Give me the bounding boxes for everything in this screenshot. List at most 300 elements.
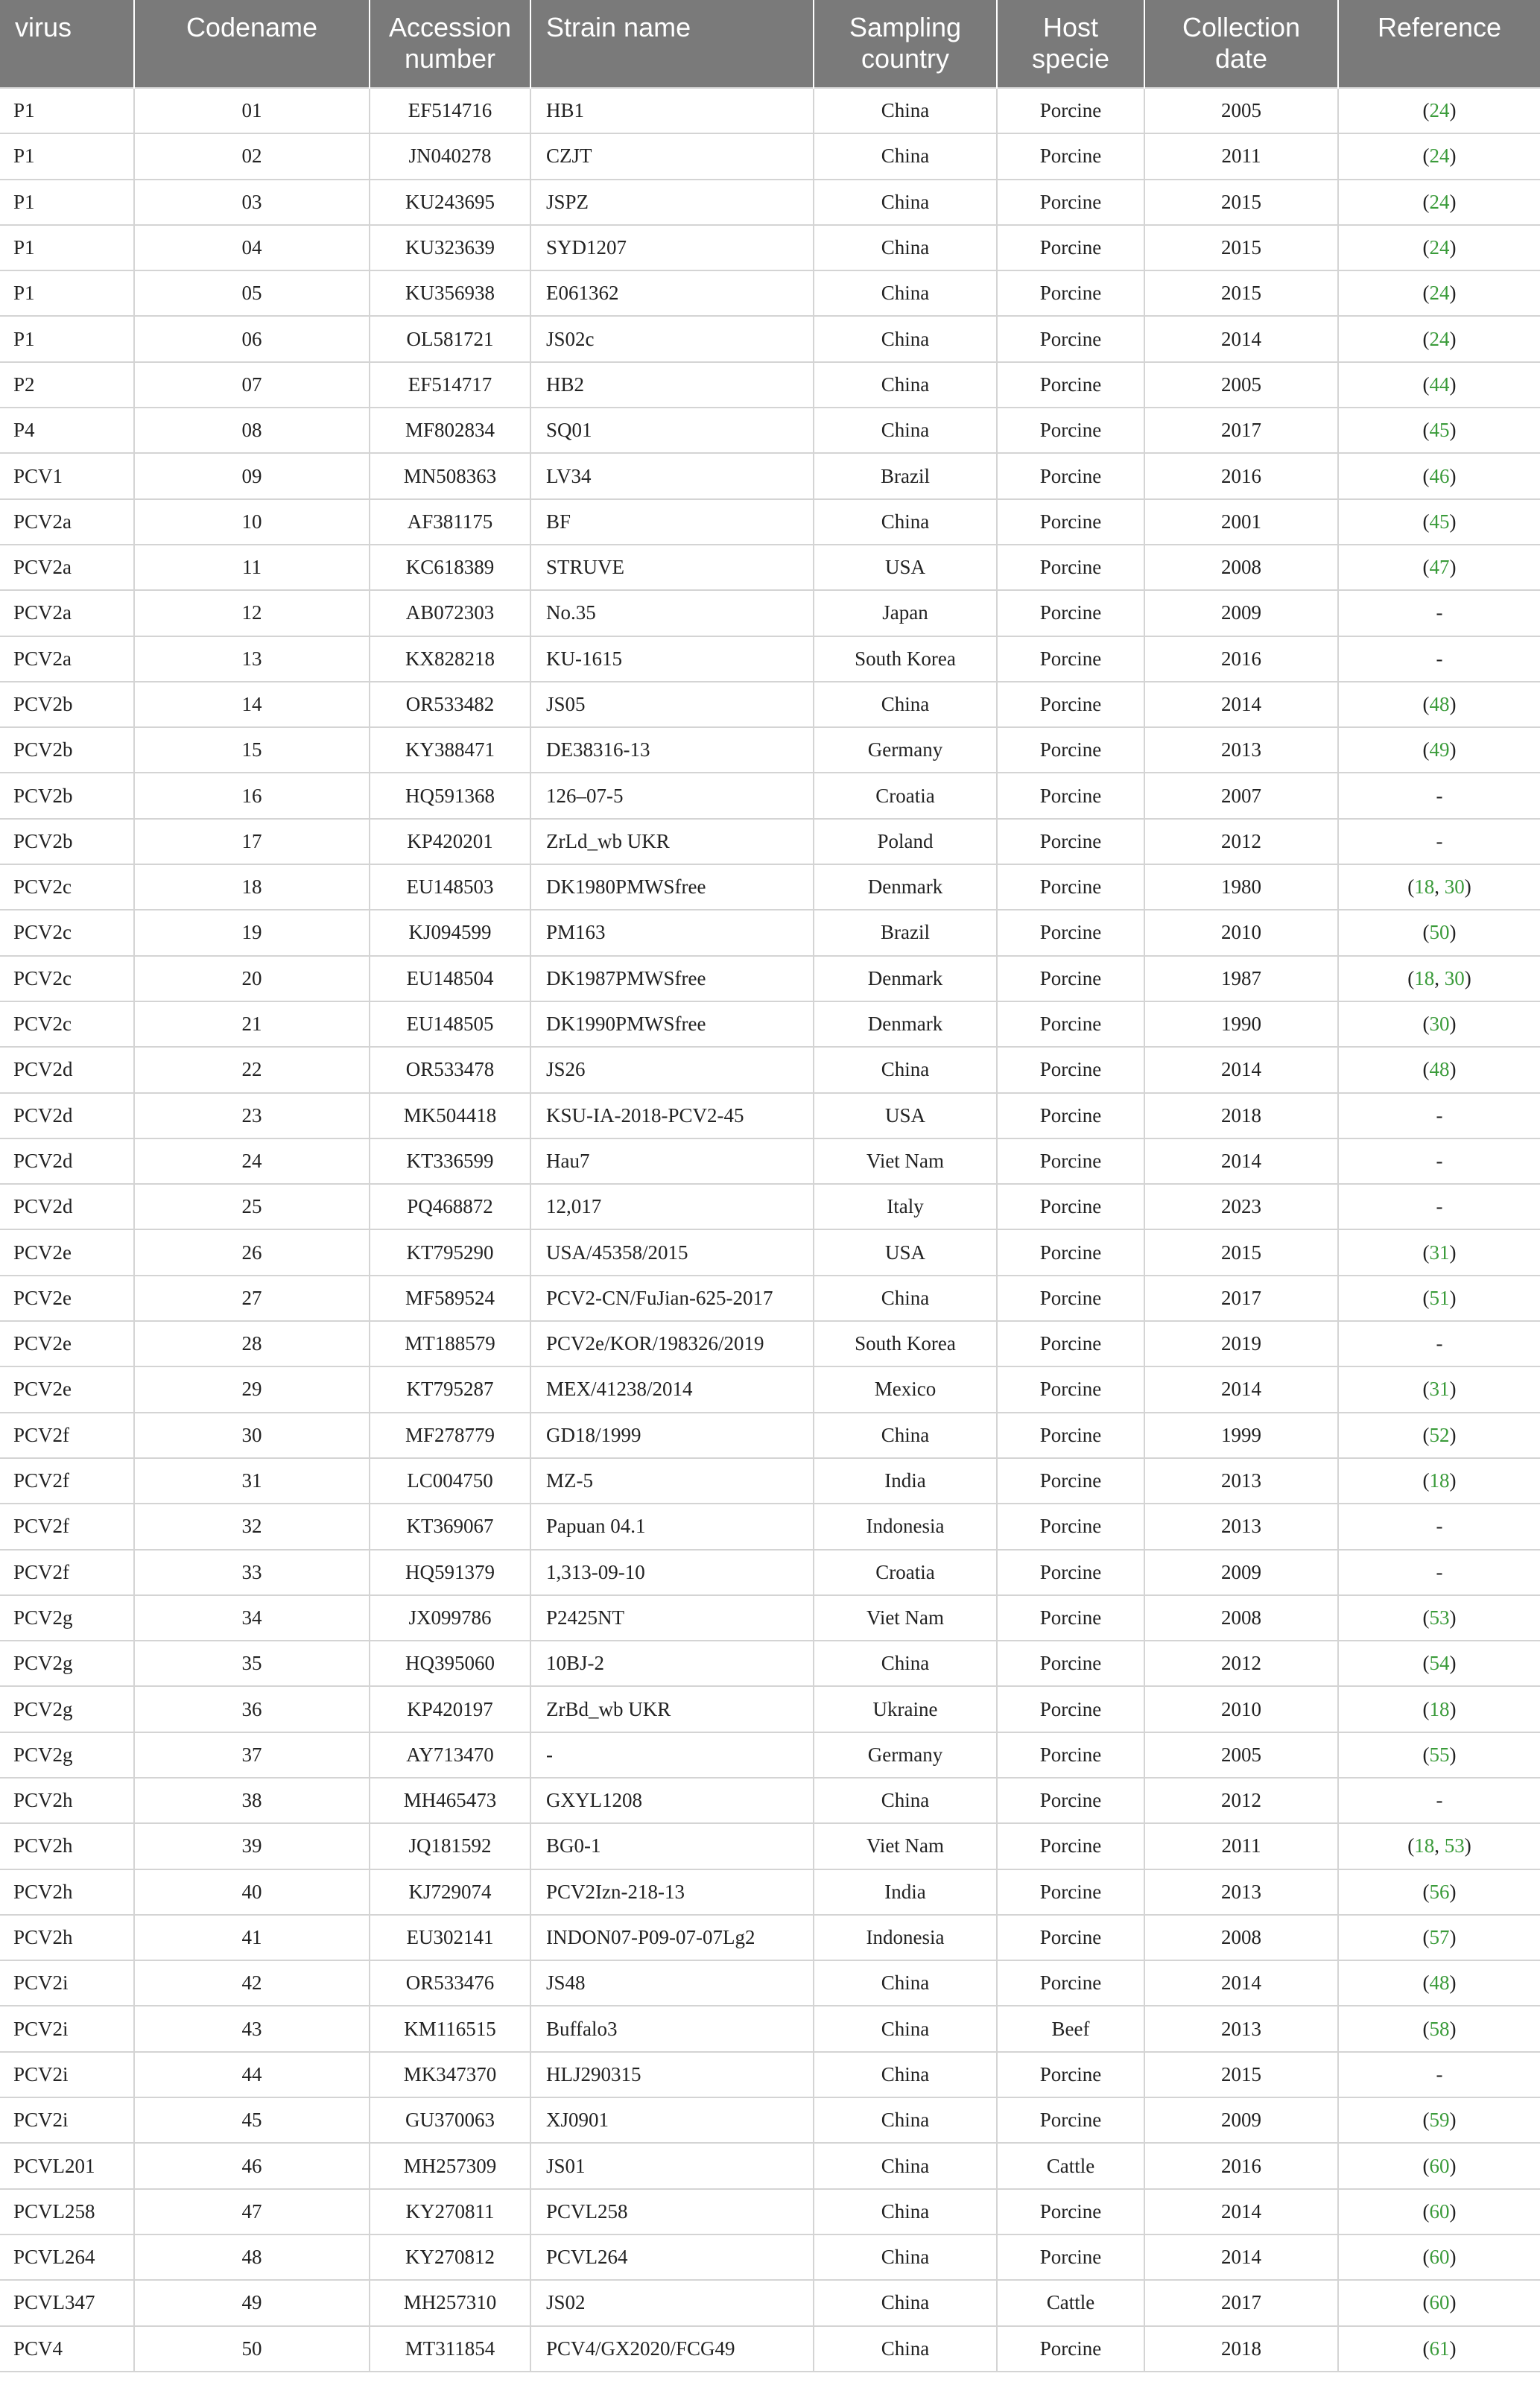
cell-country: Croatia	[814, 773, 997, 818]
cell-date: 2010	[1144, 1686, 1338, 1732]
cell-accession: HQ591379	[370, 1550, 530, 1595]
cell-codename: 03	[134, 180, 370, 225]
reference-link[interactable]: 50	[1429, 921, 1450, 944]
cell-reference: (52)	[1338, 1413, 1540, 1458]
cell-date: 2012	[1144, 1641, 1338, 1686]
reference-link[interactable]: 53	[1444, 1834, 1465, 1857]
cell-strain-name: SQ01	[530, 408, 814, 453]
cell-host: Porcine	[997, 956, 1144, 1001]
cell-host: Porcine	[997, 362, 1144, 408]
cell-host: Beef	[997, 2006, 1144, 2051]
cell-strain-name: GD18/1999	[530, 1413, 814, 1458]
cell-virus: PCV2f	[0, 1504, 134, 1549]
cell-codename: 28	[134, 1321, 370, 1366]
cell-accession: KU356938	[370, 270, 530, 316]
cell-virus: PCV1	[0, 453, 134, 498]
cell-codename: 26	[134, 1229, 370, 1275]
cell-accession: KU243695	[370, 180, 530, 225]
cell-strain-name: XJ0901	[530, 2097, 814, 2143]
reference-link[interactable]: 24	[1429, 190, 1450, 213]
cell-host: Porcine	[997, 1778, 1144, 1823]
cell-codename: 04	[134, 225, 370, 270]
table-row	[0, 773, 1540, 818]
cell-strain-name: -	[530, 1732, 814, 1778]
cell-host: Porcine	[997, 408, 1144, 453]
table-row	[0, 133, 1540, 179]
cell-date: 1999	[1144, 1413, 1338, 1458]
table-row	[0, 2280, 1540, 2325]
cell-host: Porcine	[997, 88, 1144, 133]
cell-codename: 27	[134, 1276, 370, 1321]
cell-country: China	[814, 1641, 997, 1686]
table-row	[0, 2097, 1540, 2143]
cell-codename: 40	[134, 1869, 370, 1915]
cell-codename: 08	[134, 408, 370, 453]
cell-country: Brazil	[814, 910, 997, 955]
cell-country: Italy	[814, 1184, 997, 1229]
header-sampling-country: Sampling country	[814, 0, 997, 88]
cell-date: 2008	[1144, 1915, 1338, 1960]
cell-reference: (30)	[1338, 1001, 1540, 1047]
cell-accession: JX099786	[370, 1595, 530, 1641]
cell-reference: (57)	[1338, 1915, 1540, 1960]
cell-reference: (18)	[1338, 1458, 1540, 1504]
cell-host: Porcine	[997, 2097, 1144, 2143]
reference-link[interactable]: 18	[1414, 966, 1435, 989]
cell-accession: MF278779	[370, 1413, 530, 1458]
cell-date: 1987	[1144, 956, 1338, 1001]
cell-virus: PCV2b	[0, 727, 134, 773]
cell-virus: PCVL347	[0, 2280, 134, 2325]
cell-accession: MH465473	[370, 1778, 530, 1823]
reference-link[interactable]: 47	[1429, 556, 1450, 579]
reference-link[interactable]: 24	[1429, 236, 1450, 259]
cell-strain-name: ZrLd_wb UKR	[530, 819, 814, 864]
cell-codename: 38	[134, 1778, 370, 1823]
cell-country: China	[814, 2143, 997, 2188]
cell-reference: (24)	[1338, 316, 1540, 361]
cell-accession: EU148503	[370, 864, 530, 910]
cell-date: 2019	[1144, 1321, 1338, 1366]
reference-link[interactable]: 54	[1429, 1652, 1450, 1675]
cell-virus: PCV2g	[0, 1641, 134, 1686]
reference-link[interactable]: 48	[1429, 1058, 1450, 1081]
cell-date: 2014	[1144, 1138, 1338, 1184]
cell-country: China	[814, 270, 997, 316]
header-virus: virus	[0, 0, 134, 88]
reference-link[interactable]: 60	[1429, 2291, 1450, 2314]
cell-country: China	[814, 180, 997, 225]
cell-codename: 01	[134, 88, 370, 133]
header-codename: Codename	[134, 0, 370, 88]
cell-virus: P1	[0, 270, 134, 316]
reference-link[interactable]: 60	[1429, 2154, 1450, 2177]
cell-country: USA	[814, 1093, 997, 1138]
cell-reference: (55)	[1338, 1732, 1540, 1778]
cell-country: China	[814, 2326, 997, 2372]
cell-reference: (56)	[1338, 1869, 1540, 1915]
cell-reference: -	[1338, 1778, 1540, 1823]
cell-accession: OR533482	[370, 682, 530, 727]
header-strain-name: Strain name	[530, 0, 814, 88]
cell-reference: (60)	[1338, 2189, 1540, 2234]
cell-host: Porcine	[997, 1001, 1144, 1047]
cell-reference: (24)	[1338, 88, 1540, 133]
cell-host: Porcine	[997, 2189, 1144, 2234]
cell-country: China	[814, 1413, 997, 1458]
cell-codename: 21	[134, 1001, 370, 1047]
cell-virus: PCV2d	[0, 1093, 134, 1138]
cell-codename: 48	[134, 2234, 370, 2280]
table-row	[0, 2006, 1540, 2051]
cell-date: 2009	[1144, 590, 1338, 636]
cell-accession: KU323639	[370, 225, 530, 270]
cell-date: 2008	[1144, 1595, 1338, 1641]
reference-link[interactable]: 30	[1429, 1013, 1450, 1036]
cell-date: 2017	[1144, 2280, 1338, 2325]
cell-strain-name: 12,017	[530, 1184, 814, 1229]
cell-virus: PCV2g	[0, 1595, 134, 1641]
cell-reference: (18)	[1338, 1686, 1540, 1732]
cell-host: Porcine	[997, 1823, 1144, 1869]
header-host-specie: Host specie	[997, 0, 1144, 88]
table-row	[0, 1001, 1540, 1047]
cell-strain-name: Papuan 04.1	[530, 1504, 814, 1549]
cell-country: Germany	[814, 1732, 997, 1778]
cell-country: India	[814, 1458, 997, 1504]
cell-strain-name: PCV2Izn-218-13	[530, 1869, 814, 1915]
cell-host: Porcine	[997, 1595, 1144, 1641]
table-row	[0, 1458, 1540, 1504]
reference-link[interactable]: 18	[1429, 1697, 1450, 1720]
cell-host: Porcine	[997, 453, 1144, 498]
cell-country: China	[814, 133, 997, 179]
cell-strain-name: E061362	[530, 270, 814, 316]
cell-codename: 50	[134, 2326, 370, 2372]
reference-link[interactable]: 30	[1444, 966, 1465, 989]
table-row	[0, 2052, 1540, 2097]
reference-link[interactable]: 18	[1414, 875, 1435, 899]
table-row	[0, 225, 1540, 270]
table-row	[0, 2326, 1540, 2372]
cell-host: Porcine	[997, 316, 1144, 361]
cell-reference: (50)	[1338, 910, 1540, 955]
reference-link[interactable]: 48	[1429, 693, 1450, 715]
cell-accession: GU370063	[370, 2097, 530, 2143]
cell-date: 2013	[1144, 1458, 1338, 1504]
table-row	[0, 910, 1540, 955]
cell-host: Porcine	[997, 545, 1144, 590]
cell-country: Viet Nam	[814, 1138, 997, 1184]
reference-link[interactable]: 56	[1429, 1880, 1450, 1903]
cell-date: 2005	[1144, 1732, 1338, 1778]
cell-reference: (60)	[1338, 2143, 1540, 2188]
table-row	[0, 727, 1540, 773]
cell-virus: P1	[0, 316, 134, 361]
cell-codename: 02	[134, 133, 370, 179]
reference-link[interactable]: 24	[1429, 99, 1450, 122]
cell-codename: 12	[134, 590, 370, 636]
cell-host: Porcine	[997, 1413, 1144, 1458]
cell-reference: (45)	[1338, 408, 1540, 453]
table-row	[0, 1869, 1540, 1915]
cell-country: Ukraine	[814, 1686, 997, 1732]
cell-host: Porcine	[997, 864, 1144, 910]
cell-strain-name: JS02	[530, 2280, 814, 2325]
cell-accession: KJ729074	[370, 1869, 530, 1915]
table-row	[0, 590, 1540, 636]
cell-date: 2012	[1144, 819, 1338, 864]
cell-accession: KT336599	[370, 1138, 530, 1184]
cell-virus: PCV2i	[0, 2097, 134, 2143]
reference-link[interactable]: 48	[1429, 1971, 1450, 1995]
cell-accession: KM116515	[370, 2006, 530, 2051]
reference-link[interactable]: 18	[1429, 1469, 1450, 1492]
cell-reference: (59)	[1338, 2097, 1540, 2143]
cell-date: 2014	[1144, 682, 1338, 727]
cell-date: 2023	[1144, 1184, 1338, 1229]
cell-country: Japan	[814, 590, 997, 636]
cell-codename: 10	[134, 499, 370, 545]
cell-strain-name: BF	[530, 499, 814, 545]
cell-codename: 09	[134, 453, 370, 498]
reference-link[interactable]: 55	[1429, 1743, 1450, 1766]
cell-date: 2014	[1144, 2189, 1338, 2234]
cell-country: China	[814, 88, 997, 133]
cell-virus: PCVL258	[0, 2189, 134, 2234]
table-row	[0, 819, 1540, 864]
reference-link[interactable]: 24	[1429, 145, 1450, 168]
cell-host: Porcine	[997, 1686, 1144, 1732]
cell-date: 2015	[1144, 1229, 1338, 1275]
reference-link[interactable]: 24	[1429, 327, 1450, 350]
cell-country: India	[814, 1869, 997, 1915]
cell-virus: PCV2g	[0, 1686, 134, 1732]
reference-link[interactable]: 57	[1429, 1926, 1450, 1949]
cell-codename: 05	[134, 270, 370, 316]
cell-host: Porcine	[997, 773, 1144, 818]
reference-link[interactable]: 18	[1414, 1834, 1435, 1857]
reference-link[interactable]: 44	[1429, 373, 1450, 396]
reference-link[interactable]: 60	[1429, 2199, 1450, 2223]
cell-reference: (24)	[1338, 270, 1540, 316]
cell-strain-name: LV34	[530, 453, 814, 498]
cell-codename: 43	[134, 2006, 370, 2051]
cell-host: Porcine	[997, 1732, 1144, 1778]
reference-link[interactable]: 31	[1429, 1241, 1450, 1264]
cell-date: 2016	[1144, 636, 1338, 682]
table-row	[0, 1960, 1540, 2006]
cell-reference: (60)	[1338, 2234, 1540, 2280]
cell-accession: MT188579	[370, 1321, 530, 1366]
cell-virus: PCV2c	[0, 1001, 134, 1047]
cell-virus: P1	[0, 225, 134, 270]
cell-reference: -	[1338, 2052, 1540, 2097]
cell-host: Porcine	[997, 2052, 1144, 2097]
cell-reference: (49)	[1338, 727, 1540, 773]
cell-host: Porcine	[997, 910, 1144, 955]
table-row	[0, 1778, 1540, 1823]
reference-link[interactable]: 52	[1429, 1423, 1450, 1446]
cell-reference: -	[1338, 1138, 1540, 1184]
reference-link[interactable]: 60	[1429, 2246, 1450, 2269]
table-row	[0, 1595, 1540, 1641]
cell-virus: PCV2h	[0, 1823, 134, 1869]
cell-date: 2011	[1144, 133, 1338, 179]
cell-country: China	[814, 1960, 997, 2006]
reference-link[interactable]: 46	[1429, 464, 1450, 487]
cell-host: Porcine	[997, 1093, 1144, 1138]
cell-date: 2015	[1144, 270, 1338, 316]
cell-reference: -	[1338, 819, 1540, 864]
cell-strain-name: Buffalo3	[530, 2006, 814, 2051]
table-row	[0, 1915, 1540, 1960]
cell-codename: 24	[134, 1138, 370, 1184]
cell-accession: MH257310	[370, 2280, 530, 2325]
cell-date: 2017	[1144, 408, 1338, 453]
cell-date: 2015	[1144, 225, 1338, 270]
header-reference: Reference	[1338, 0, 1540, 88]
cell-host: Porcine	[997, 590, 1144, 636]
cell-accession: KY270811	[370, 2189, 530, 2234]
cell-virus: P1	[0, 88, 134, 133]
cell-strain-name: SYD1207	[530, 225, 814, 270]
cell-host: Porcine	[997, 225, 1144, 270]
cell-country: China	[814, 2280, 997, 2325]
cell-reference: (53)	[1338, 1595, 1540, 1641]
reference-link[interactable]: 31	[1429, 1378, 1450, 1401]
reference-link[interactable]: 30	[1444, 875, 1465, 899]
cell-host: Porcine	[997, 636, 1144, 682]
cell-country: China	[814, 316, 997, 361]
table-row	[0, 1138, 1540, 1184]
table-row	[0, 1732, 1540, 1778]
table-row	[0, 1276, 1540, 1321]
cell-codename: 39	[134, 1823, 370, 1869]
cell-country: China	[814, 1047, 997, 1092]
cell-accession: MT311854	[370, 2326, 530, 2372]
cell-strain-name: MZ-5	[530, 1458, 814, 1504]
cell-codename: 44	[134, 2052, 370, 2097]
cell-reference: (48)	[1338, 1960, 1540, 2006]
cell-virus: PCV2h	[0, 1778, 134, 1823]
cell-reference: (61)	[1338, 2326, 1540, 2372]
cell-codename: 18	[134, 864, 370, 910]
cell-virus: PCV2f	[0, 1458, 134, 1504]
cell-country: China	[814, 362, 997, 408]
cell-virus: PCV2a	[0, 499, 134, 545]
cell-date: 2007	[1144, 773, 1338, 818]
reference-link[interactable]: 61	[1429, 2337, 1450, 2360]
cell-accession: MF589524	[370, 1276, 530, 1321]
cell-country: China	[814, 682, 997, 727]
cell-virus: PCV2f	[0, 1550, 134, 1595]
cell-strain-name: 1,313-09-10	[530, 1550, 814, 1595]
cell-strain-name: STRUVE	[530, 545, 814, 590]
cell-accession: KC618389	[370, 545, 530, 590]
cell-host: Porcine	[997, 1915, 1144, 1960]
cell-country: China	[814, 2052, 997, 2097]
cell-country: USA	[814, 1229, 997, 1275]
reference-link[interactable]: 51	[1429, 1286, 1450, 1309]
cell-virus: PCV2a	[0, 590, 134, 636]
reference-link[interactable]: 53	[1429, 1606, 1450, 1629]
cell-host: Porcine	[997, 1229, 1144, 1275]
cell-codename: 33	[134, 1550, 370, 1595]
cell-strain-name: PCV2-CN/FuJian-625-2017	[530, 1276, 814, 1321]
cell-strain-name: PM163	[530, 910, 814, 955]
cell-strain-name: KSU-IA-2018-PCV2-45	[530, 1093, 814, 1138]
cell-host: Porcine	[997, 1047, 1144, 1092]
cell-accession: MH257309	[370, 2143, 530, 2188]
cell-accession: MK504418	[370, 1093, 530, 1138]
table-row	[0, 956, 1540, 1001]
cell-country: South Korea	[814, 1321, 997, 1366]
cell-virus: P4	[0, 408, 134, 453]
table-row	[0, 180, 1540, 225]
cell-reference: -	[1338, 1550, 1540, 1595]
reference-link[interactable]: 45	[1429, 510, 1450, 533]
cell-virus: PCV2e	[0, 1366, 134, 1412]
cell-host: Porcine	[997, 1641, 1144, 1686]
cell-date: 2016	[1144, 453, 1338, 498]
cell-virus: PCVL201	[0, 2143, 134, 2188]
cell-accession: HQ395060	[370, 1641, 530, 1686]
table-row	[0, 1641, 1540, 1686]
cell-virus: PCV2e	[0, 1321, 134, 1366]
table-row	[0, 316, 1540, 361]
cell-date: 2014	[1144, 1366, 1338, 1412]
cell-date: 2001	[1144, 499, 1338, 545]
cell-reference: (54)	[1338, 1641, 1540, 1686]
reference-link[interactable]: 58	[1429, 2017, 1450, 2040]
cell-codename: 35	[134, 1641, 370, 1686]
cell-virus: PCV2i	[0, 2006, 134, 2051]
cell-date: 2014	[1144, 316, 1338, 361]
cell-accession: KT369067	[370, 1504, 530, 1549]
reference-link[interactable]: 24	[1429, 282, 1450, 305]
cell-country: China	[814, 2189, 997, 2234]
reference-link[interactable]: 45	[1429, 419, 1450, 442]
cell-virus: PCV2d	[0, 1138, 134, 1184]
cell-country: China	[814, 408, 997, 453]
cell-reference: (18, 30)	[1338, 956, 1540, 1001]
cell-accession: KT795290	[370, 1229, 530, 1275]
cell-country: China	[814, 1778, 997, 1823]
reference-link[interactable]: 49	[1429, 738, 1450, 761]
cell-accession: OR533476	[370, 1960, 530, 2006]
cell-codename: 22	[134, 1047, 370, 1092]
cell-host: Porcine	[997, 727, 1144, 773]
cell-country: China	[814, 225, 997, 270]
cell-host: Cattle	[997, 2143, 1144, 2188]
cell-strain-name: DK1987PMWSfree	[530, 956, 814, 1001]
cell-country: China	[814, 2006, 997, 2051]
cell-reference: (48)	[1338, 682, 1540, 727]
cell-reference: -	[1338, 773, 1540, 818]
cell-accession: JQ181592	[370, 1823, 530, 1869]
cell-reference: (46)	[1338, 453, 1540, 498]
table-row	[0, 2234, 1540, 2280]
cell-country: Poland	[814, 819, 997, 864]
reference-link[interactable]: 59	[1429, 2109, 1450, 2132]
table-row	[0, 1686, 1540, 1732]
table-row	[0, 362, 1540, 408]
cell-accession: AB072303	[370, 590, 530, 636]
cell-country: Denmark	[814, 1001, 997, 1047]
cell-host: Porcine	[997, 1138, 1144, 1184]
cell-strain-name: P2425NT	[530, 1595, 814, 1641]
